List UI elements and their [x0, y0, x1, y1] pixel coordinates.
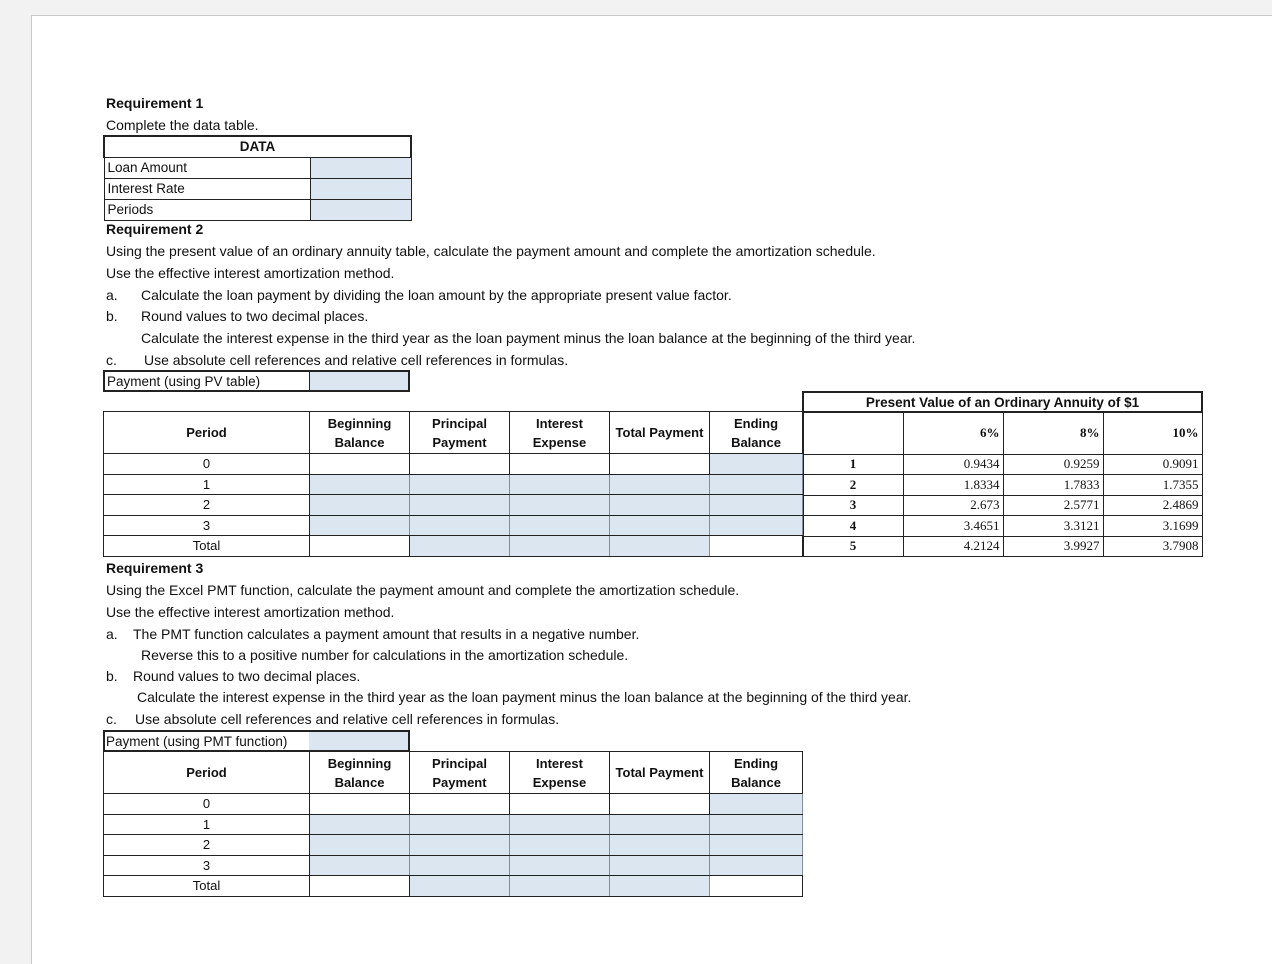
table-row	[104, 515, 803, 536]
input-cell[interactable]	[710, 474, 803, 495]
input-cell[interactable]	[710, 855, 803, 876]
periods-input[interactable]	[310, 199, 411, 220]
pv-row	[803, 475, 1202, 496]
pv-row	[803, 495, 1202, 516]
period-cell: 2	[104, 495, 310, 516]
input-cell[interactable]	[610, 876, 710, 897]
table-row	[104, 454, 803, 475]
pv-value: 2.673	[903, 495, 1003, 516]
header-total-payment: Total Payment	[610, 752, 710, 794]
pv-table-title: Present Value of an Ordinary Annuity of $1	[803, 392, 1202, 412]
pv-value: 3.7908	[1103, 536, 1202, 557]
input-cell[interactable]	[510, 855, 610, 876]
input-cell[interactable]	[610, 495, 710, 516]
input-cell[interactable]	[410, 515, 510, 536]
pv-value: 3.4651	[903, 516, 1003, 537]
req2-a-label: a.	[106, 287, 118, 303]
period-cell: 3	[104, 855, 310, 876]
cell[interactable]	[410, 454, 510, 475]
input-cell[interactable]	[310, 495, 410, 516]
pv-value: 1.7355	[1103, 475, 1202, 496]
input-cell[interactable]	[510, 536, 610, 557]
pv-value: 2.5771	[1003, 495, 1103, 516]
req1-title: Requirement 1	[106, 95, 204, 111]
req2-b-text: Round values to two decimal places.	[141, 308, 369, 324]
period-cell: 1	[104, 814, 310, 835]
req3-extra-text: Calculate the interest expense in the third year as the loan payment minus the loan balance at the beginning of the third year.	[137, 689, 912, 705]
cell[interactable]	[410, 794, 510, 815]
req3-title: Requirement 3	[106, 560, 204, 576]
periods-label: Periods	[104, 199, 310, 220]
cell[interactable]	[610, 454, 710, 475]
header-interest-expense: Interest Expense	[510, 412, 610, 454]
input-cell[interactable]	[710, 515, 803, 536]
table-row	[104, 814, 803, 835]
pv-rate-header: 10%	[1103, 412, 1202, 454]
cell[interactable]	[510, 454, 610, 475]
cell[interactable]	[610, 794, 710, 815]
pv-value: 2.4869	[1103, 495, 1202, 516]
pv-period: 4	[803, 516, 903, 537]
pv-corner	[803, 412, 903, 454]
input-cell[interactable]	[410, 876, 510, 897]
input-cell[interactable]	[510, 814, 610, 835]
input-cell[interactable]	[710, 794, 803, 815]
input-cell[interactable]	[310, 515, 410, 536]
pv-row	[803, 516, 1202, 537]
req3-c-label: c.	[106, 711, 117, 727]
req2-line2: Use the effective interest amortization method.	[106, 265, 395, 281]
header-period: Period	[104, 412, 310, 454]
period-cell: 2	[104, 835, 310, 856]
pv-period: 2	[803, 475, 903, 496]
payment-pmt-input[interactable]	[309, 732, 408, 750]
table-row	[104, 855, 803, 876]
input-cell[interactable]	[410, 855, 510, 876]
payment-pv-row	[103, 370, 410, 392]
input-cell[interactable]	[610, 855, 710, 876]
cell[interactable]	[310, 876, 410, 897]
req3-a-label: a.	[106, 626, 118, 642]
period-cell: 0	[104, 794, 310, 815]
interest-rate-label: Interest Rate	[104, 178, 310, 199]
header-ending-balance: Ending Balance	[710, 752, 803, 794]
pv-value: 1.8334	[903, 475, 1003, 496]
req3-a-text2: Reverse this to a positive number for calculations in the amortization schedule.	[141, 647, 629, 663]
amortization-schedule-pv	[103, 411, 803, 557]
input-cell[interactable]	[410, 474, 510, 495]
period-cell: 0	[104, 454, 310, 475]
input-cell[interactable]	[710, 454, 803, 475]
input-cell[interactable]	[310, 474, 410, 495]
req3-b-label: b.	[106, 668, 118, 684]
req1-instruction: Complete the data table.	[106, 117, 259, 133]
input-cell[interactable]	[710, 814, 803, 835]
pv-row	[803, 454, 1202, 475]
input-cell[interactable]	[610, 536, 710, 557]
table-row	[104, 835, 803, 856]
pv-period: 3	[803, 495, 903, 516]
table-row	[104, 876, 803, 897]
pv-row	[803, 536, 1202, 557]
pv-annuity-table	[802, 391, 1203, 557]
header-principal-payment: Principal Payment	[410, 752, 510, 794]
payment-pmt-label: Payment (using PMT function)	[106, 734, 288, 749]
period-total-cell: Total	[104, 876, 310, 897]
input-cell[interactable]	[410, 495, 510, 516]
payment-pv-input[interactable]	[309, 372, 408, 390]
data-header: DATA	[104, 136, 411, 157]
req3-c-text: Use absolute cell references and relative cell references in formulas.	[135, 711, 560, 727]
req2-a-text: Calculate the loan payment by dividing the loan amount by the appropriate present value factor.	[141, 287, 732, 303]
req2-c-label: c.	[106, 352, 117, 368]
pv-value: 3.3121	[1003, 516, 1103, 537]
pv-value: 0.9259	[1003, 454, 1103, 475]
table-row	[104, 495, 803, 516]
req3-line2: Use the effective interest amortization method.	[106, 604, 395, 620]
input-cell[interactable]	[410, 536, 510, 557]
req3-a-text: The PMT function calculates a payment amount that results in a negative number.	[133, 626, 640, 642]
payment-pv-label: Payment (using PV table)	[107, 374, 261, 389]
input-cell[interactable]	[510, 876, 610, 897]
cell[interactable]	[510, 794, 610, 815]
input-cell[interactable]	[510, 515, 610, 536]
input-cell[interactable]	[610, 814, 710, 835]
input-cell[interactable]	[710, 835, 803, 856]
cell[interactable]	[310, 536, 410, 557]
input-cell[interactable]	[510, 495, 610, 516]
amortization-schedule-pmt	[103, 751, 803, 897]
interest-rate-input[interactable]	[310, 178, 411, 199]
cell[interactable]	[710, 876, 803, 897]
pv-value: 4.2124	[903, 536, 1003, 557]
pv-value: 3.1699	[1103, 516, 1202, 537]
req2-line1: Using the present value of an ordinary annuity table, calculate the payment amount and complete the amortization schedule.	[106, 243, 876, 259]
input-cell[interactable]	[410, 814, 510, 835]
header-total-payment: Total Payment	[610, 412, 710, 454]
header-beginning-balance: Beginning Balance	[310, 752, 410, 794]
header-ending-balance: Ending Balance	[710, 412, 803, 454]
input-cell[interactable]	[710, 495, 803, 516]
period-cell: 3	[104, 515, 310, 536]
pv-value: 0.9434	[903, 454, 1003, 475]
input-cell[interactable]	[510, 474, 610, 495]
table-row	[104, 536, 803, 557]
table-row	[104, 794, 803, 815]
pv-period: 5	[803, 536, 903, 557]
header-interest-expense: Interest Expense	[510, 752, 610, 794]
pv-rate-header: 6%	[903, 412, 1003, 454]
input-cell[interactable]	[310, 855, 410, 876]
loan-amount-input[interactable]	[310, 157, 411, 178]
pv-period: 1	[803, 454, 903, 475]
header-principal-payment: Principal Payment	[410, 412, 510, 454]
input-cell[interactable]	[310, 814, 410, 835]
header-period: Period	[104, 752, 310, 794]
req2-extra-text: Calculate the interest expense in the third year as the loan payment minus the loan balance at the beginning of the third year.	[141, 330, 916, 346]
input-cell[interactable]	[410, 835, 510, 856]
req2-b-label: b.	[106, 308, 118, 324]
req2-c-text: Use absolute cell references and relative cell references in formulas.	[144, 352, 569, 368]
header-beginning-balance: Beginning Balance	[310, 412, 410, 454]
req2-title: Requirement 2	[106, 221, 204, 237]
loan-amount-label: Loan Amount	[104, 157, 310, 178]
req3-b-text: Round values to two decimal places.	[133, 668, 361, 684]
period-cell: 1	[104, 474, 310, 495]
cell[interactable]	[310, 454, 410, 475]
cell[interactable]	[310, 794, 410, 815]
data-table	[103, 135, 412, 221]
input-cell[interactable]	[610, 515, 710, 536]
pv-value: 1.7833	[1003, 475, 1103, 496]
input-cell[interactable]	[610, 835, 710, 856]
pv-rate-header: 8%	[1003, 412, 1103, 454]
table-row	[104, 474, 803, 495]
input-cell[interactable]	[610, 474, 710, 495]
payment-pmt-row	[103, 730, 410, 752]
pv-value: 3.9927	[1003, 536, 1103, 557]
input-cell[interactable]	[310, 835, 410, 856]
input-cell[interactable]	[510, 835, 610, 856]
req3-line1: Using the Excel PMT function, calculate the payment amount and complete the amortization schedule.	[106, 582, 740, 598]
pv-value: 0.9091	[1103, 454, 1202, 475]
period-total-cell: Total	[104, 536, 310, 557]
cell[interactable]	[710, 536, 803, 557]
